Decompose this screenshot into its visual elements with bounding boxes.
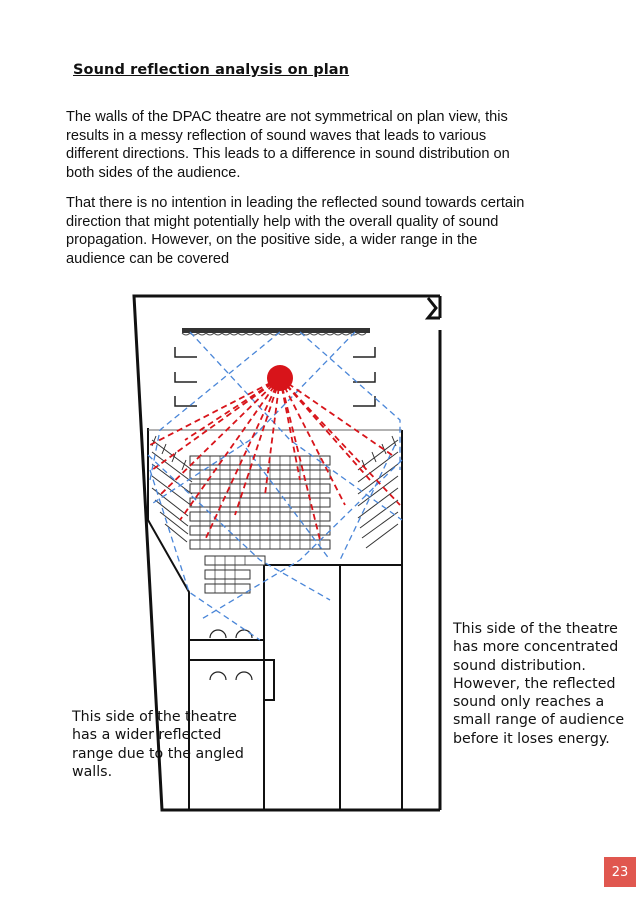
stage-curtain [182,328,370,335]
doors [210,630,252,680]
right-seating [358,436,398,548]
analysis-paragraph: That there is no intention in leading the reflected sound towards certain direction that might potentially help with the overall quality of sound propagation. However, on the positive side, a wider range in the audience can be covered [66,195,525,267]
sound-source-icon [267,365,293,391]
page-number-badge: 23 [604,857,636,887]
right-side-note: This side of the theatre has more concentrated sound distribution. However, the reflected sound only reaches a small range of audience before it loses energy. [453,621,625,747]
intro-paragraph: The walls of the DPAC theatre are not symmetrical on plan view, this results in a messy reflection of sound waves that leads to various different directions. This leads to a difference in sound distribution on both sides of the audience. [66,109,510,181]
left-seating [152,436,192,542]
page-heading: Sound reflection analysis on plan [73,62,350,78]
left-side-note: This side of the theatre has a wider reflected range due to the angled walls. [72,709,244,780]
